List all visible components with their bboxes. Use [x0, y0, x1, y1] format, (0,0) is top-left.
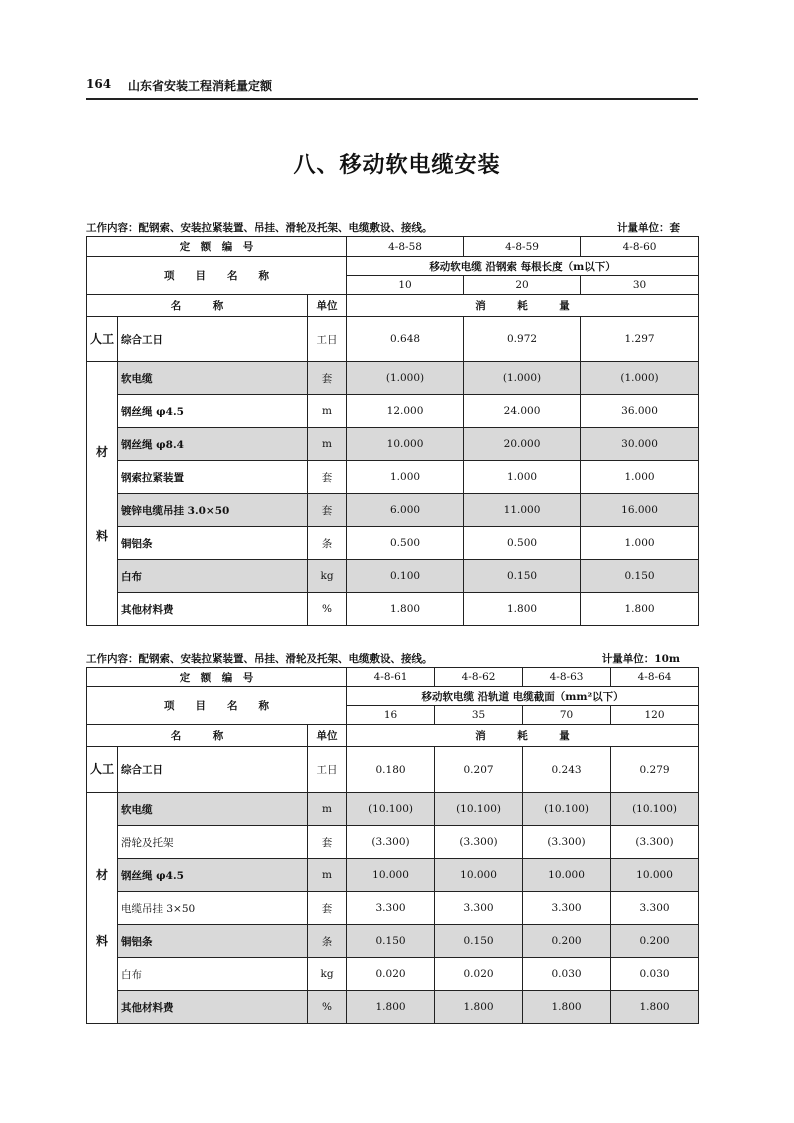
material-value: 3.300	[523, 892, 611, 925]
material-name: 其他材料费	[118, 593, 308, 626]
material-value: 1.800	[581, 593, 699, 626]
material-unit: 套	[308, 494, 347, 527]
material-value: 0.150	[347, 925, 435, 958]
material-category-1: 材	[95, 444, 108, 459]
material-value: 0.030	[523, 958, 611, 991]
quota-code: 4-8-62	[435, 668, 523, 687]
labor-value: 1.297	[581, 317, 699, 362]
material-value: 1.800	[347, 593, 464, 626]
material-value: 12.000	[347, 395, 464, 428]
material-value: 6.000	[347, 494, 464, 527]
material-value: (3.300)	[523, 826, 611, 859]
labor-value: 0.648	[347, 317, 464, 362]
param-value: 20	[464, 276, 581, 295]
unit-label-2: 计量单位：10m	[601, 653, 680, 665]
material-name: 白布	[118, 560, 308, 593]
material-value: (1.000)	[581, 362, 699, 395]
labor-name: 综合工日	[118, 747, 308, 793]
material-name: 镀锌电缆吊挂 3.0×50	[118, 494, 308, 527]
material-value: 0.030	[611, 958, 699, 991]
param-value: 120	[611, 706, 699, 725]
work-content-2: 工作内容：配钢索、安装拉紧装置、吊挂、滑轮及托架、电缆敷设、接线。 计量单位：10m	[86, 653, 680, 665]
quota-code: 4-8-63	[523, 668, 611, 687]
item-label: 项 目 名 称	[87, 687, 347, 725]
material-unit: 套	[308, 461, 347, 494]
material-unit: m	[308, 793, 347, 826]
labor-category: 人工	[87, 317, 118, 362]
material-unit: 条	[308, 925, 347, 958]
material-value: 0.500	[347, 527, 464, 560]
labor-category: 人工	[87, 747, 118, 793]
labor-value: 0.279	[611, 747, 699, 793]
material-name: 电缆吊挂 3×50	[118, 892, 308, 925]
col-name-header: 名 称	[87, 295, 308, 317]
material-value: 11.000	[464, 494, 581, 527]
labor-value: 0.207	[435, 747, 523, 793]
material-value: 24.000	[464, 395, 581, 428]
quota-table-2	[86, 667, 699, 1024]
material-value: (10.100)	[347, 793, 435, 826]
material-value: 10.000	[347, 428, 464, 461]
material-value: 3.300	[435, 892, 523, 925]
material-unit: %	[308, 991, 347, 1024]
material-unit: 套	[308, 362, 347, 395]
material-unit: m	[308, 428, 347, 461]
param-value: 70	[523, 706, 611, 725]
col-consume-header: 消 耗 量	[347, 725, 699, 747]
material-value: 0.200	[611, 925, 699, 958]
material-value: 30.000	[581, 428, 699, 461]
material-value: 0.100	[347, 560, 464, 593]
material-name: 钢丝绳 φ4.5	[118, 859, 308, 892]
material-value: 1.000	[581, 461, 699, 494]
material-name: 钢丝绳 φ8.4	[118, 428, 308, 461]
material-name: 软电缆	[118, 362, 308, 395]
material-unit: kg	[308, 958, 347, 991]
labor-unit: 工日	[308, 747, 347, 793]
material-value: 0.150	[581, 560, 699, 593]
material-value: 16.000	[581, 494, 699, 527]
material-name: 铜铝条	[118, 925, 308, 958]
quota-label: 定 额 编 号	[87, 237, 347, 257]
material-value: 1.800	[611, 991, 699, 1024]
col-consume-header: 消 耗 量	[347, 295, 699, 317]
material-value: 0.020	[435, 958, 523, 991]
material-value: (10.100)	[523, 793, 611, 826]
labor-value: 0.180	[347, 747, 435, 793]
material-value: 1.800	[347, 991, 435, 1024]
material-value: 1.800	[523, 991, 611, 1024]
material-value: (10.100)	[611, 793, 699, 826]
material-unit: m	[308, 859, 347, 892]
quota-code: 4-8-58	[347, 237, 464, 257]
item-description: 移动软电缆 沿轨道 电缆截面（mm²以下）	[347, 687, 699, 706]
book-title: 山东省安装工程消耗量定额	[128, 79, 273, 93]
material-unit: 条	[308, 527, 347, 560]
param-value: 16	[347, 706, 435, 725]
labor-name: 综合工日	[118, 317, 308, 362]
quota-code: 4-8-64	[611, 668, 699, 687]
col-name-header: 名 称	[87, 725, 308, 747]
material-value: (1.000)	[464, 362, 581, 395]
material-value: 1.000	[464, 461, 581, 494]
material-value: 3.300	[347, 892, 435, 925]
section-title: 八、移动软电缆安装	[293, 152, 501, 178]
page-header	[86, 70, 698, 100]
material-unit: %	[308, 593, 347, 626]
item-description: 移动软电缆 沿钢索 每根长度（m以下）	[347, 257, 699, 276]
material-name: 钢索拉紧装置	[118, 461, 308, 494]
material-value: (3.300)	[347, 826, 435, 859]
quota-code: 4-8-59	[464, 237, 581, 257]
material-value: (1.000)	[347, 362, 464, 395]
material-name: 其他材料费	[118, 991, 308, 1024]
labor-value: 0.972	[464, 317, 581, 362]
material-value: (3.300)	[435, 826, 523, 859]
param-value: 35	[435, 706, 523, 725]
material-name: 软电缆	[118, 793, 308, 826]
material-value: (3.300)	[611, 826, 699, 859]
material-name: 白布	[118, 958, 308, 991]
material-value: 0.150	[464, 560, 581, 593]
material-name: 钢丝绳 φ4.5	[118, 395, 308, 428]
material-value: 20.000	[464, 428, 581, 461]
col-unit-header: 单位	[308, 725, 347, 747]
quota-label: 定 额 编 号	[87, 668, 347, 687]
material-value: 10.000	[523, 859, 611, 892]
material-unit: 套	[308, 826, 347, 859]
material-category-1: 材	[95, 868, 108, 882]
material-value: 1.800	[435, 991, 523, 1024]
material-category-2: 料	[95, 934, 108, 948]
material-value: 0.500	[464, 527, 581, 560]
quota-code: 4-8-61	[347, 668, 435, 687]
material-value: 0.200	[523, 925, 611, 958]
material-unit: 套	[308, 892, 347, 925]
page-number: 164	[86, 77, 112, 91]
material-category-2: 料	[95, 528, 108, 543]
col-unit-header: 单位	[308, 295, 347, 317]
material-value: 0.150	[435, 925, 523, 958]
param-value: 10	[347, 276, 464, 295]
item-label: 项 目 名 称	[87, 257, 347, 295]
material-value: 1.000	[347, 461, 464, 494]
material-value: 10.000	[435, 859, 523, 892]
labor-unit: 工日	[308, 317, 347, 362]
quota-table-1	[86, 236, 699, 626]
material-name: 滑轮及托架	[118, 826, 308, 859]
material-value: 1.800	[464, 593, 581, 626]
material-unit: kg	[308, 560, 347, 593]
quota-code: 4-8-60	[581, 237, 699, 257]
labor-value: 0.243	[523, 747, 611, 793]
material-value: 36.000	[581, 395, 699, 428]
material-name: 铜铝条	[118, 527, 308, 560]
material-category	[87, 793, 118, 1024]
material-value: (10.100)	[435, 793, 523, 826]
material-value: 3.300	[611, 892, 699, 925]
material-unit: m	[308, 395, 347, 428]
material-value: 10.000	[611, 859, 699, 892]
material-value: 1.000	[581, 527, 699, 560]
work-content-1: 工作内容：配钢索、安装拉紧装置、吊挂、滑轮及托架、电缆敷设、接线。 计量单位：套	[86, 222, 680, 234]
material-value: 10.000	[347, 859, 435, 892]
unit-label-1: 计量单位：套	[617, 222, 680, 234]
material-category	[87, 362, 118, 626]
material-value: 0.020	[347, 958, 435, 991]
param-value: 30	[581, 276, 699, 295]
